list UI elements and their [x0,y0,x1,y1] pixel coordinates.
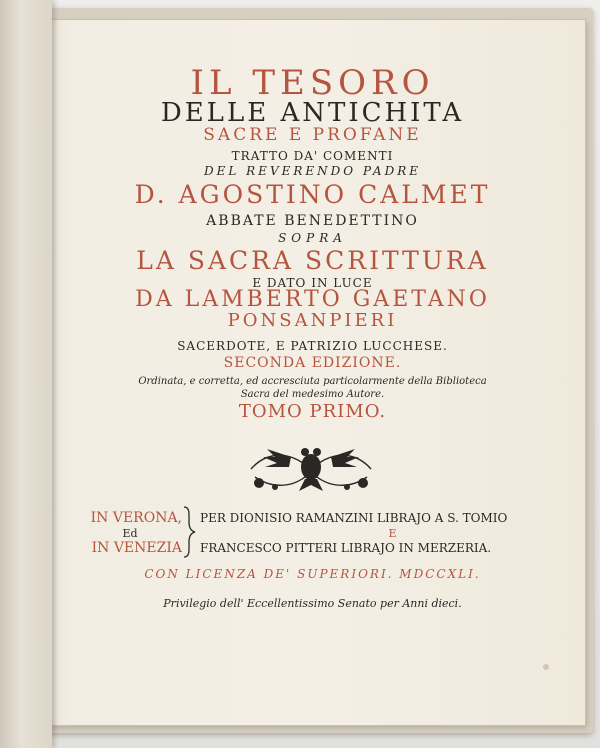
brace-icon [182,506,196,558]
privilege-line: Privilegio dell' Eccellentissimo Senato per Anni dieci. [163,597,462,610]
title-line-7: ABBATE BENEDETTINO [206,213,419,229]
imprint-and-left: Ed [122,527,138,540]
imprint-city-1: IN VERONA, [90,510,182,526]
title-line-2: DELLE ANTICHITA [160,98,465,128]
licence-line: CON LICENZA DE' SUPERIORI. MDCCXLI. [144,567,481,581]
title-line-9: LA SACRA SCRITTURA [136,246,489,275]
imprint-and-right: E [388,527,397,540]
editor-name: DA LAMBERTO GAETANO [135,287,490,312]
description-line-1: Ordinata, e corretta, ed accresciuta particolarmente della Biblioteca [138,376,487,387]
title-line-5: DEL REVERENDO PADRE [203,164,421,178]
imprint-city-2: IN VENEZIA [91,540,182,556]
title-line-10: E DATO IN LUCE [252,276,373,290]
imprint-printer-2: FRANCESCO PITTERI LIBRAJO IN MERZERIA. [200,541,492,555]
eagle-vignette-icon [245,443,377,495]
edition-line: SECONDA EDIZIONE. [223,355,402,371]
title-line-4: TRATTO DA' COMENTI [231,149,394,163]
editor-surname: PONSANPIERI [227,310,398,331]
title-line-1: IL TESORO [190,63,435,103]
description-line-2: Sacra del medesimo Autore. [240,389,385,400]
foxing-spot [543,664,549,670]
title-line-3: SACRE E PROFANE [203,125,422,145]
title-line-13: SACERDOTE, E PATRIZIO LUCCHESE. [177,339,448,353]
author-name: D. AGOSTINO CALMET [134,180,491,209]
title-line-8: SOPRA [278,231,347,245]
imprint-printer-1: PER DIONISIO RAMANZINI LIBRAJO A S. TOMIO [200,511,508,525]
volume-line: TOMO PRIMO. [238,401,387,422]
